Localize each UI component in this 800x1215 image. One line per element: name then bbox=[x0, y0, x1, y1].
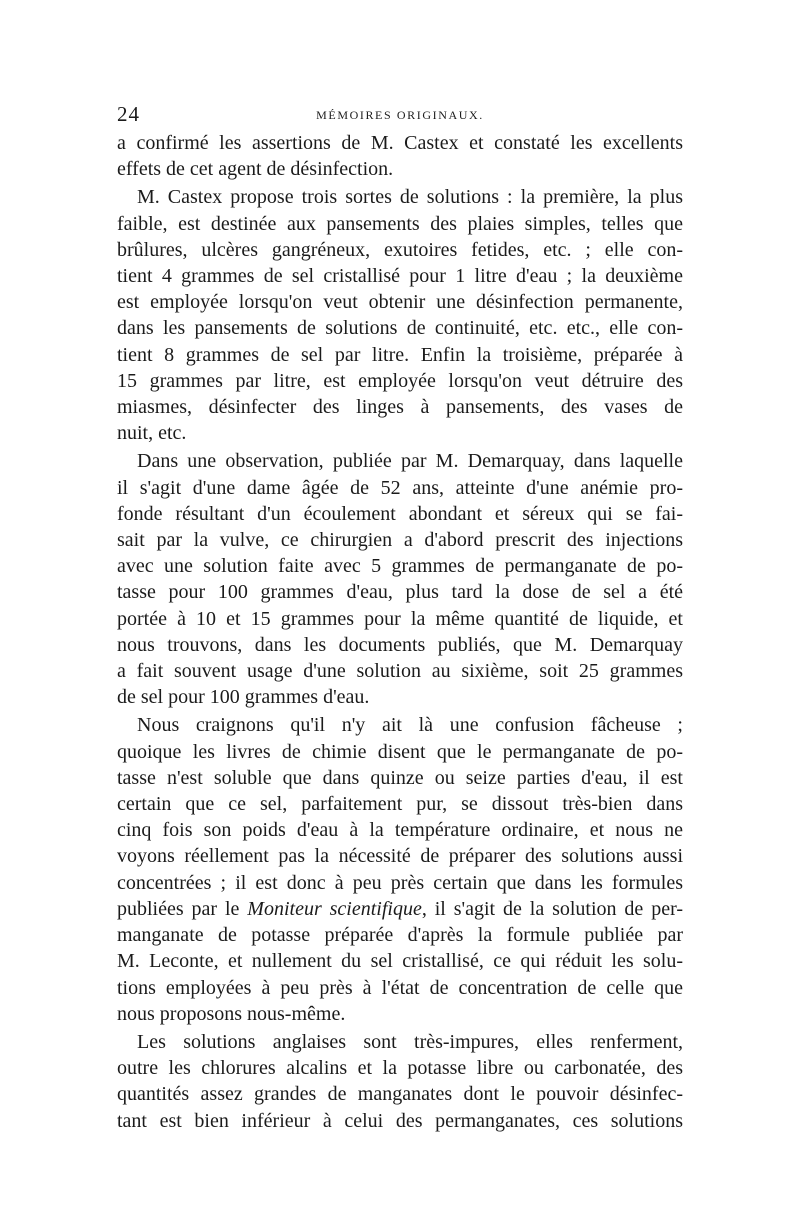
text-line: tient 4 grammes de sel cristallisé pour 1 litre d'eau ; la deuxième bbox=[117, 265, 683, 288]
text-line: de sel pour 100 grammes d'eau. bbox=[117, 686, 370, 709]
text-line-with-italic bbox=[117, 896, 683, 922]
text-line: certain que ce sel, parfaitement pur, se dissout très-bien dans bbox=[117, 793, 683, 816]
text-line: 15 grammes par litre, est employée lorsqu'on veut détruire des bbox=[117, 369, 683, 392]
text-line: Les solutions anglaises sont très-impures, elles renferment, bbox=[137, 1030, 683, 1053]
text-line: sait par la vulve, ce chirurgien a d'abord prescrit des injections bbox=[117, 529, 683, 552]
page-number: 24 bbox=[117, 102, 140, 126]
text-line: fonde résultant d'un écoulement abondant et séreux qui se fai- bbox=[117, 502, 683, 525]
text-line: effets de cet agent de désinfection. bbox=[117, 158, 394, 181]
journal-title: Moniteur scientifique bbox=[247, 897, 422, 920]
text-line: nous proposons nous-même. bbox=[117, 1002, 346, 1025]
text-line: brûlures, ulcères gangréneux, exutoires fetides, etc. ; elle con- bbox=[117, 238, 683, 261]
text-line: tant est bien inférieur à celui des permanganates, ces solutions bbox=[117, 1109, 683, 1132]
text-line: tasse n'est soluble que dans quinze ou seize parties d'eau, il est bbox=[117, 766, 683, 789]
text-line: nuit, etc. bbox=[117, 422, 187, 445]
text-line: miasmes, désinfecter des linges à pansements, des vases de bbox=[117, 396, 683, 419]
text-line: nous trouvons, dans les documents publiés, que M. Demarquay bbox=[117, 633, 683, 656]
text-line: Nous craignons qu'il n'y ait là une confusion fâcheuse ; bbox=[137, 714, 683, 737]
text-line: concentrées ; il est donc à peu près certain que dans les formules bbox=[117, 871, 683, 894]
text-line: est employée lorsqu'on veut obtenir une désinfection permanente, bbox=[117, 291, 683, 314]
text-line: M. Leconte, et nullement du sel cristallisé, ce qui réduit les solu- bbox=[117, 950, 683, 973]
text-line: portée à 10 et 15 grammes pour la même quantité de liquide, et bbox=[117, 607, 683, 630]
text-line: a fait souvent usage d'une solution au sixième, soit 25 grammes bbox=[117, 660, 683, 683]
text-line: il s'agit d'une dame âgée de 52 ans, atteinte d'une anémie pro- bbox=[117, 476, 683, 499]
text-segment: , il s'agit de la solution de per- bbox=[421, 897, 683, 920]
text-line: tions employées à peu près à l'état de concentration de celle que bbox=[117, 976, 683, 999]
text-segment: publiées par le bbox=[117, 897, 248, 920]
text-line: avec une solution faite avec 5 grammes de permanganate de po- bbox=[117, 555, 683, 578]
text-line: dans les pansements de solutions de continuité, etc. etc., elle con- bbox=[117, 317, 683, 340]
text-line: tasse pour 100 grammes d'eau, plus tard la dose de sel a été bbox=[117, 581, 683, 604]
body-text bbox=[117, 130, 683, 1134]
text-line: outre les chlorures alcalins et la potasse libre ou carbonatée, des bbox=[117, 1057, 683, 1080]
running-head bbox=[117, 100, 683, 130]
text-line: tient 8 grammes de sel par litre. Enfin la troisième, préparée à bbox=[117, 343, 683, 366]
text-line: M. Castex propose trois sortes de solutions : la première, la plus bbox=[137, 186, 683, 209]
text-line: Dans une observation, publiée par M. Demarquay, dans laquelle bbox=[137, 450, 683, 473]
text-line: quoique les livres de chimie disent que le permanganate de po- bbox=[117, 740, 683, 763]
text-line: cinq fois son poids d'eau à la température ordinaire, et nous ne bbox=[117, 819, 683, 842]
text-line: manganate de potasse préparée d'après la formule publiée par bbox=[117, 924, 683, 947]
text-line: a confirmé les assertions de M. Castex et constaté les excellents bbox=[117, 132, 683, 154]
text-line: faible, est destinée aux pansements des plaies simples, telles que bbox=[117, 212, 683, 235]
running-title: MÉMOIRES ORIGINAUX. bbox=[316, 108, 484, 122]
book-page bbox=[117, 100, 683, 1134]
text-line: voyons réellement pas la nécessité de préparer des solutions aussi bbox=[117, 845, 683, 868]
text-line: quantités assez grandes de manganates dont le pouvoir désinfec- bbox=[117, 1083, 683, 1106]
